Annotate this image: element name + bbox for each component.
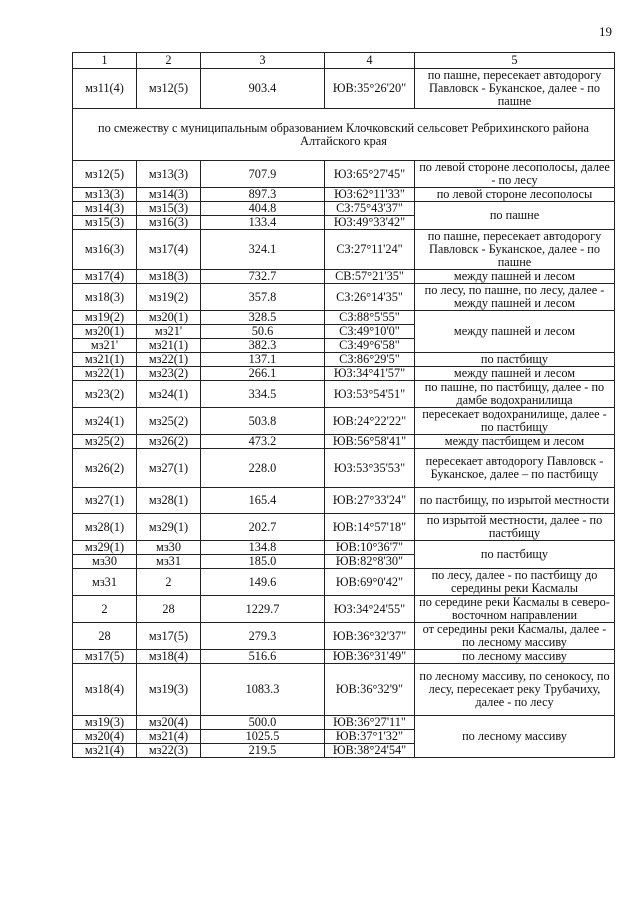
description-cell: пересекает водохранилище, далее - по пастбищу (415, 408, 615, 435)
length-cell: 165.4 (201, 488, 325, 514)
to-point-cell: мз26(2) (137, 435, 201, 449)
to-point-cell: мз27(1) (137, 449, 201, 488)
from-point-cell: мз25(2) (73, 435, 137, 449)
from-point-cell: мз23(2) (73, 381, 137, 408)
bearing-cell: ЮЗ:65°27'45" (325, 161, 415, 188)
bearing-cell: СЗ:75°43'37" (325, 202, 415, 216)
bearing-cell: СЗ:27°11'24" (325, 230, 415, 270)
length-cell: 334.5 (201, 381, 325, 408)
description-cell: по пастбищу (415, 541, 615, 569)
to-point-cell: мз22(3) (137, 744, 201, 758)
bearing-cell: ЮВ:14°57'18" (325, 514, 415, 541)
length-cell: 279.3 (201, 623, 325, 650)
from-point-cell: мз19(3) (73, 716, 137, 730)
length-cell: 404.8 (201, 202, 325, 216)
bearing-cell: СЗ:26°14'35" (325, 284, 415, 311)
to-point-cell: мз13(3) (137, 161, 201, 188)
to-point-cell: мз19(3) (137, 664, 201, 716)
table-row (73, 716, 615, 730)
table-body (73, 69, 615, 758)
bearing-cell: ЮВ:24°22'22" (325, 408, 415, 435)
bearing-cell: СЗ:49°10'0" (325, 325, 415, 339)
description-cell: между пашней и лесом (415, 270, 615, 284)
from-point-cell: мз26(2) (73, 449, 137, 488)
from-point-cell: мз18(3) (73, 284, 137, 311)
to-point-cell: мз25(2) (137, 408, 201, 435)
from-point-cell: мз17(4) (73, 270, 137, 284)
to-point-cell: мз23(2) (137, 367, 201, 381)
to-point-cell: мз17(4) (137, 230, 201, 270)
from-point-cell: мз24(1) (73, 408, 137, 435)
to-point-cell: мз21' (137, 325, 201, 339)
bearing-cell: ЮЗ:53°35'53" (325, 449, 415, 488)
length-cell: 503.8 (201, 408, 325, 435)
bearing-cell: ЮЗ:34°41'57" (325, 367, 415, 381)
length-cell: 382.3 (201, 339, 325, 353)
bearing-cell: СЗ:88°5'55" (325, 311, 415, 325)
from-point-cell: мз21' (73, 339, 137, 353)
to-point-cell: мз20(4) (137, 716, 201, 730)
description-cell: по пашне, по пастбищу, далее - по дамбе водохранилища (415, 381, 615, 408)
bearing-cell: ЮВ:56°58'41" (325, 435, 415, 449)
bearing-cell: ЮВ:69°0'42" (325, 569, 415, 596)
length-cell: 516.6 (201, 650, 325, 664)
length-cell: 228.0 (201, 449, 325, 488)
description-cell: по лесному массиву, по сенокосу, по лесу, пересекает реку Трубачиху, далее - по лесу (415, 664, 615, 716)
to-point-cell: мз21(1) (137, 339, 201, 353)
length-cell: 1229.7 (201, 596, 325, 623)
from-point-cell: мз18(4) (73, 664, 137, 716)
bearing-cell: ЮВ:38°24'54" (325, 744, 415, 758)
table-row (73, 381, 615, 408)
to-point-cell: мз17(5) (137, 623, 201, 650)
bearing-cell: ЮЗ:53°54'51" (325, 381, 415, 408)
from-point-cell: мз28(1) (73, 514, 137, 541)
bearing-cell: ЮВ:35°26'20" (325, 69, 415, 109)
description-cell: по пастбищу, по изрытой местности (415, 488, 615, 514)
header-col-4: 4 (325, 53, 415, 69)
description-cell: по левой стороне лесополосы, далее - по лесу (415, 161, 615, 188)
length-cell: 903.4 (201, 69, 325, 109)
description-cell: по пашне (415, 202, 615, 230)
length-cell: 137.1 (201, 353, 325, 367)
description-cell: пересекает автодорогу Павловск - Буканское, далее – по пастбищу (415, 449, 615, 488)
from-point-cell: 2 (73, 596, 137, 623)
header-col-2: 2 (137, 53, 201, 69)
length-cell: 732.7 (201, 270, 325, 284)
length-cell: 202.7 (201, 514, 325, 541)
boundary-table (72, 52, 615, 758)
length-cell: 707.9 (201, 161, 325, 188)
header-col-1: 1 (73, 53, 137, 69)
to-point-cell: мз24(1) (137, 381, 201, 408)
header-col-3: 3 (201, 53, 325, 69)
bearing-cell: ЮВ:36°31'49" (325, 650, 415, 664)
from-point-cell: мз11(4) (73, 69, 137, 109)
table-row (73, 449, 615, 488)
table-row (73, 408, 615, 435)
bearing-cell: ЮВ:82°8'30" (325, 555, 415, 569)
description-cell: по пашне, пересекает автодорогу Павловск - Буканское, далее - по пашне (415, 230, 615, 270)
from-point-cell: мз17(5) (73, 650, 137, 664)
description-cell: по лесу, далее - по пастбищу до середины реки Касмалы (415, 569, 615, 596)
bearing-cell: СВ:57°21'35" (325, 270, 415, 284)
description-cell: по лесу, по пашне, по лесу, далее - между пашней и лесом (415, 284, 615, 311)
length-cell: 134.8 (201, 541, 325, 555)
bearing-cell: ЮВ:37°1'32" (325, 730, 415, 744)
to-point-cell: мз18(4) (137, 650, 201, 664)
table-row (73, 284, 615, 311)
bearing-cell: ЮВ:36°27'11" (325, 716, 415, 730)
description-cell: между пастбищем и лесом (415, 435, 615, 449)
from-point-cell: мз20(1) (73, 325, 137, 339)
header-row (73, 53, 615, 69)
description-cell: по левой стороне лесополосы (415, 188, 615, 202)
length-cell: 1083.3 (201, 664, 325, 716)
from-point-cell: мз30 (73, 555, 137, 569)
table-row (73, 69, 615, 109)
description-cell: между пашней и лесом (415, 311, 615, 353)
bearing-cell: ЮЗ:49°33'42" (325, 216, 415, 230)
to-point-cell: мз29(1) (137, 514, 201, 541)
to-point-cell: мз28(1) (137, 488, 201, 514)
description-cell: по лесному массиву (415, 716, 615, 758)
from-point-cell: 28 (73, 623, 137, 650)
from-point-cell: мз19(2) (73, 311, 137, 325)
table-row (73, 623, 615, 650)
length-cell: 133.4 (201, 216, 325, 230)
header-col-5: 5 (415, 53, 615, 69)
from-point-cell: мз29(1) (73, 541, 137, 555)
table-row (73, 650, 615, 664)
length-cell: 266.1 (201, 367, 325, 381)
length-cell: 897.3 (201, 188, 325, 202)
length-cell: 1025.5 (201, 730, 325, 744)
to-point-cell: мз15(3) (137, 202, 201, 216)
length-cell: 328.5 (201, 311, 325, 325)
bearing-cell: СЗ:49°6'58" (325, 339, 415, 353)
table-row (73, 488, 615, 514)
bearing-cell: ЮВ:10°36'7" (325, 541, 415, 555)
length-cell: 149.6 (201, 569, 325, 596)
description-cell: по пастбищу (415, 353, 615, 367)
from-point-cell: мз13(3) (73, 188, 137, 202)
bearing-cell: ЮВ:36°32'9" (325, 664, 415, 716)
from-point-cell: мз16(3) (73, 230, 137, 270)
table-row (73, 353, 615, 367)
from-point-cell: мз21(4) (73, 744, 137, 758)
bearing-cell: ЮЗ:34°24'55" (325, 596, 415, 623)
description-cell: по смежеству с муниципальным образованием Клочковский сельсовет Ребрихинского района Алтайского края (73, 109, 615, 161)
from-point-cell: мз27(1) (73, 488, 137, 514)
description-cell: по изрытой местности, далее - по пастбищу (415, 514, 615, 541)
length-cell: 357.8 (201, 284, 325, 311)
table-row (73, 202, 615, 216)
from-point-cell: мз12(5) (73, 161, 137, 188)
length-cell: 324.1 (201, 230, 325, 270)
to-point-cell: мз18(3) (137, 270, 201, 284)
description-cell: от середины реки Касмалы, далее - по лесному массиву (415, 623, 615, 650)
table-row (73, 664, 615, 716)
table-row (73, 569, 615, 596)
length-cell: 219.5 (201, 744, 325, 758)
to-point-cell: мз22(1) (137, 353, 201, 367)
to-point-cell: мз31 (137, 555, 201, 569)
to-point-cell: 2 (137, 569, 201, 596)
to-point-cell: 28 (137, 596, 201, 623)
to-point-cell: мз20(1) (137, 311, 201, 325)
from-point-cell: мз14(3) (73, 202, 137, 216)
length-cell: 500.0 (201, 716, 325, 730)
bearing-cell: ЮВ:27°33'24" (325, 488, 415, 514)
to-point-cell: мз16(3) (137, 216, 201, 230)
length-cell: 473.2 (201, 435, 325, 449)
description-cell: по пашне, пересекает автодорогу Павловск - Буканское, далее - по пашне (415, 69, 615, 109)
bearing-cell: ЮЗ:62°11'33" (325, 188, 415, 202)
table-row (73, 109, 615, 161)
from-point-cell: мз21(1) (73, 353, 137, 367)
from-point-cell: мз15(3) (73, 216, 137, 230)
description-cell: по лесному массиву (415, 650, 615, 664)
from-point-cell: мз31 (73, 569, 137, 596)
table-row (73, 188, 615, 202)
table-row (73, 161, 615, 188)
description-cell: по середине реки Касмалы в северо-восточном направлении (415, 596, 615, 623)
table-row (73, 596, 615, 623)
to-point-cell: мз19(2) (137, 284, 201, 311)
description-cell: между пашней и лесом (415, 367, 615, 381)
from-point-cell: мз20(4) (73, 730, 137, 744)
to-point-cell: мз14(3) (137, 188, 201, 202)
to-point-cell: мз21(4) (137, 730, 201, 744)
table-row (73, 270, 615, 284)
to-point-cell: мз30 (137, 541, 201, 555)
table-row (73, 514, 615, 541)
to-point-cell: мз12(5) (137, 69, 201, 109)
table-row (73, 541, 615, 555)
length-cell: 185.0 (201, 555, 325, 569)
table-row (73, 230, 615, 270)
table-row (73, 311, 615, 325)
table-row (73, 367, 615, 381)
bearing-cell: ЮВ:36°32'37" (325, 623, 415, 650)
page-number: 19 (599, 24, 612, 39)
bearing-cell: СЗ:86°29'5" (325, 353, 415, 367)
from-point-cell: мз22(1) (73, 367, 137, 381)
length-cell: 50.6 (201, 325, 325, 339)
table-row (73, 435, 615, 449)
